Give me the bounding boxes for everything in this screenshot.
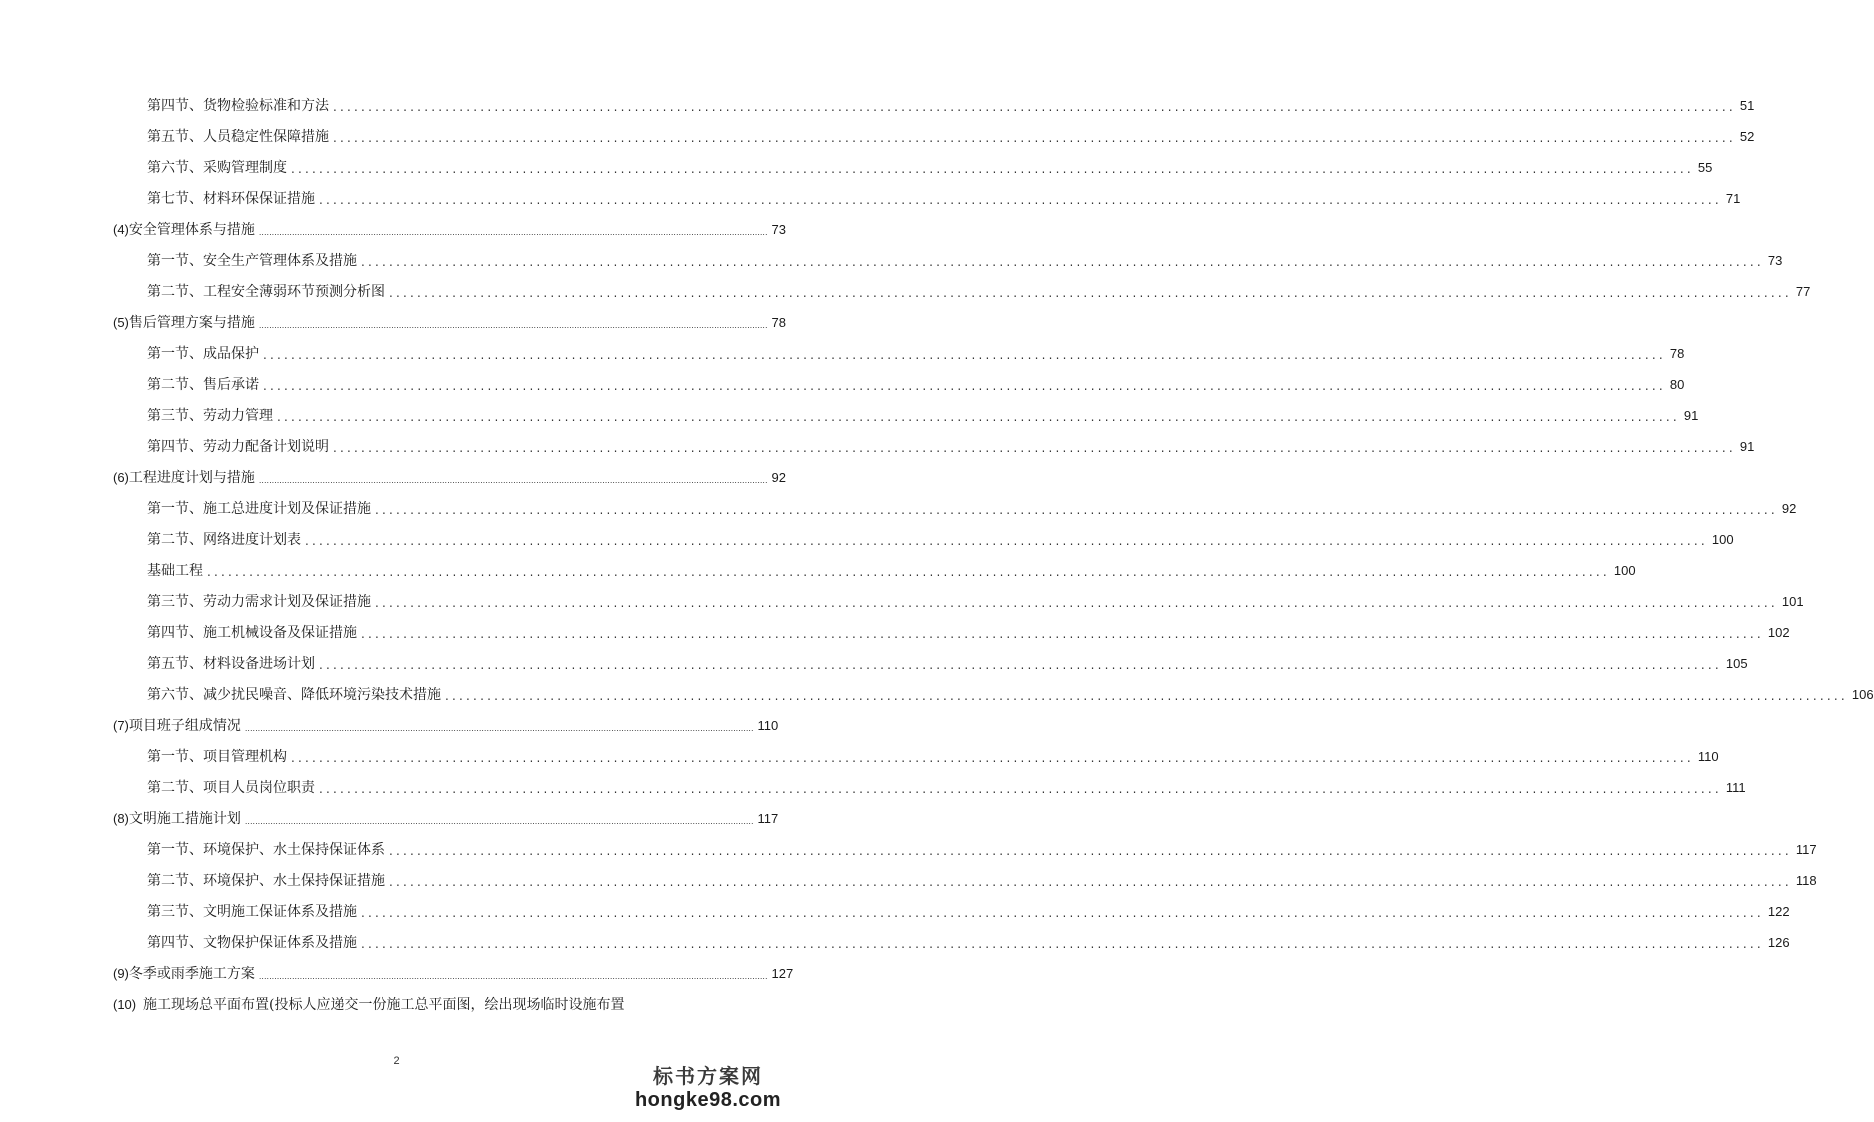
- toc-leader-dots: ........................................................................................................................................................................................................: [244, 724, 754, 733]
- toc-page-number: 122: [1767, 904, 1790, 919]
- toc-section-row[interactable]: [0, 775, 1746, 797]
- toc-page-number: 111: [1725, 780, 1746, 795]
- toc-section-row[interactable]: [0, 372, 1685, 394]
- toc-page-number: 80: [1669, 377, 1685, 392]
- toc-title: 第五节、材料设备进场计划: [147, 656, 315, 672]
- toc-title: 工程进度计划与措施: [128, 470, 255, 486]
- toc-page-number: 100: [1613, 563, 1636, 578]
- toc-leader-dots: ........................................................................................................................................................................................................: [258, 228, 768, 237]
- toc-section-row[interactable]: [0, 744, 1719, 766]
- toc-title: 第四节、劳动力配备计划说明: [147, 439, 329, 455]
- toc-page-number: 102: [1767, 625, 1790, 640]
- toc-title: 安全管理体系与措施: [128, 222, 255, 238]
- toc-leader-dots: ........................................................................................................................................................................................................: [375, 596, 1778, 610]
- toc-chapter-row[interactable]: [0, 961, 794, 983]
- toc-title: 第四节、文物保护保证体系及措施: [147, 935, 357, 951]
- toc-page-number: 91: [1683, 408, 1699, 423]
- toc-chapter-row[interactable]: [0, 217, 786, 239]
- toc-page-number: 51: [1739, 98, 1755, 113]
- toc-page-number: 91: [1739, 439, 1755, 454]
- page-number: 2: [393, 1055, 400, 1067]
- toc-leader-dots: ........................................................................................................................................................................................................: [258, 476, 768, 485]
- toc-page-number: 73: [771, 222, 786, 237]
- toc-page-number: 110: [757, 718, 779, 733]
- toc-number: (10): [113, 996, 143, 1014]
- toc-title: 第二节、工程安全薄弱环节预测分析图: [147, 284, 385, 300]
- toc-leader-dots: ........................................................................................................................................................................................................: [375, 503, 1778, 517]
- toc-section-row[interactable]: [0, 589, 1804, 611]
- toc-leader-dots: ........................................................................................................................................................................................................: [333, 131, 1736, 145]
- toc-section-row[interactable]: [0, 403, 1699, 425]
- toc-title: 第一节、安全生产管理体系及措施: [147, 253, 357, 269]
- toc-section-row[interactable]: [0, 93, 1755, 115]
- toc-page-number: 71: [1725, 191, 1741, 206]
- toc-page-number: 78: [1669, 346, 1685, 361]
- toc-leader-dots: ........................................................................................................................................................................................................: [244, 817, 754, 826]
- toc-page-number: 78: [771, 315, 786, 330]
- toc-leader-dots: ........................................................................................................................................................................................................: [258, 321, 768, 330]
- toc-page-number: 106: [1851, 687, 1874, 702]
- toc-leader-dots: ........................................................................................................................................................................................................: [361, 627, 1764, 641]
- toc-section-row[interactable]: [0, 279, 1811, 301]
- toc-title: 第七节、材料环保保证措施: [147, 191, 315, 207]
- watermark: [633, 1060, 783, 1112]
- toc-page-number: 100: [1711, 532, 1734, 547]
- toc-title: 第四节、施工机械设备及保证措施: [147, 625, 357, 641]
- toc-title: 第二节、网络进度计划表: [147, 532, 301, 548]
- toc-chapter-row[interactable]: [0, 806, 779, 828]
- toc-number: (5): [113, 315, 129, 330]
- toc-title: 施工现场总平面布置(投标人应递交一份施工总平面图，绘出现场临时设施布置: [143, 997, 625, 1013]
- toc-title: 第二节、项目人员岗位职责: [147, 780, 315, 796]
- toc-leader-dots: ........................................................................................................................................................................................................: [207, 565, 1610, 579]
- toc-leader-dots: ........................................................................................................................................................................................................: [389, 844, 1792, 858]
- toc-number: (8): [113, 811, 129, 826]
- toc-title: 第三节、劳动力需求计划及保证措施: [147, 594, 371, 610]
- toc-page-number: 126: [1767, 935, 1790, 950]
- toc-title: 售后管理方案与措施: [128, 315, 255, 331]
- toc-title: 第三节、文明施工保证体系及措施: [147, 904, 357, 920]
- toc-page-number: 92: [771, 470, 786, 485]
- toc-page-number: 92: [1781, 501, 1797, 516]
- toc-leader-dots: ........................................................................................................................................................................................................: [361, 255, 1764, 269]
- toc-chapter-row[interactable]: [0, 992, 701, 1014]
- toc-page-number: 101: [1781, 594, 1804, 609]
- toc-leader-dots: ........................................................................................................................................................................................................: [361, 906, 1764, 920]
- toc-leader-dots: ........................................................................................................................................................................................................: [361, 937, 1764, 951]
- toc-page-number: 73: [1767, 253, 1783, 268]
- toc-leader-dots: ........................................................................................................................................................................................................: [263, 348, 1666, 362]
- toc-page-number: 105: [1725, 656, 1748, 671]
- toc-number: (4): [113, 222, 129, 237]
- toc-title: 第一节、项目管理机构: [147, 749, 287, 765]
- toc-title: 第六节、采购管理制度: [147, 160, 287, 176]
- toc-leader-dots: ........................................................................................................................................................................................................: [258, 972, 768, 981]
- toc-leader-dots: ........................................................................................................................................................................................................: [277, 410, 1680, 424]
- toc-leader-dots: ........................................................................................................................................................................................................: [333, 441, 1736, 455]
- toc-page-number: 77: [1795, 284, 1811, 299]
- toc-title: 第一节、成品保护: [147, 346, 259, 362]
- toc-number: (6): [113, 470, 129, 485]
- toc-page-number: 110: [1697, 749, 1719, 764]
- toc-section-row[interactable]: [0, 682, 1874, 704]
- toc-section-row[interactable]: [0, 930, 1790, 952]
- toc-page-number: 52: [1739, 129, 1755, 144]
- toc-title: 第五节、人员稳定性保障措施: [147, 129, 329, 145]
- toc-leader-dots: ........................................................................................................................................................................................................: [445, 689, 1848, 703]
- toc-number: (7): [113, 718, 129, 733]
- toc-section-row[interactable]: [0, 155, 1713, 177]
- toc-leader-dots: ........................................................................................................................................................................................................: [389, 286, 1792, 300]
- toc-leader-dots: ........................................................................................................................................................................................................: [333, 100, 1736, 114]
- toc-title: 第六节、减少扰民噪音、降低环境污染技术措施: [147, 687, 441, 703]
- toc-page-number: 55: [1697, 160, 1713, 175]
- toc-leader-dots: ........................................................................................................................................................................................................: [291, 162, 1694, 176]
- toc-section-row[interactable]: [0, 527, 1734, 549]
- toc-title: 第二节、环境保护、水土保持保证措施: [147, 873, 385, 889]
- watermark-cn: 标书方案网: [653, 1064, 763, 1088]
- toc-page-number: 117: [1795, 842, 1817, 857]
- toc-title: 文明施工措施计划: [128, 811, 241, 827]
- toc-leader-dots: ........................................................................................................................................................................................................: [305, 534, 1708, 548]
- toc-page-number: 117: [757, 811, 779, 826]
- toc-chapter-row[interactable]: [0, 310, 786, 332]
- toc-section-row[interactable]: [0, 620, 1790, 642]
- toc-page-number: 118: [1795, 873, 1817, 888]
- toc-section-row[interactable]: [0, 248, 1783, 270]
- toc-chapter-row[interactable]: [0, 713, 779, 735]
- toc-title: 冬季或雨季施工方案: [128, 966, 255, 982]
- toc-section-row[interactable]: [0, 341, 1685, 363]
- toc-title: 第四节、货物检验标准和方法: [147, 98, 329, 114]
- toc-leader-dots: ........................................................................................................................................................................................................: [319, 658, 1722, 672]
- toc-section-row[interactable]: [0, 899, 1790, 921]
- toc-title: 第一节、施工总进度计划及保证措施: [147, 501, 371, 517]
- toc-leader-dots: ........................................................................................................................................................................................................: [291, 751, 1694, 765]
- toc-section-row[interactable]: [0, 868, 1817, 890]
- toc-title: 项目班子组成情况: [128, 718, 241, 734]
- toc-title: 第二节、售后承诺: [147, 377, 259, 393]
- toc-section-row[interactable]: [0, 496, 1797, 518]
- toc-title: 第一节、环境保护、水土保持保证体系: [147, 842, 385, 858]
- toc-number: (9): [113, 966, 129, 981]
- toc-page-number: 127: [771, 966, 794, 981]
- toc-section-row[interactable]: [0, 837, 1817, 859]
- toc-leader-dots: ........................................................................................................................................................................................................: [263, 379, 1666, 393]
- watermark-url: hongke98.com: [634, 1089, 782, 1111]
- toc-section-row[interactable]: [0, 186, 1741, 208]
- toc-section-row[interactable]: [0, 434, 1755, 456]
- toc-title: 第三节、劳动力管理: [147, 408, 273, 424]
- toc-chapter-row[interactable]: [0, 465, 786, 487]
- toc-section-row[interactable]: [0, 124, 1755, 146]
- toc-leader-dots: ........................................................................................................................................................................................................: [389, 875, 1792, 889]
- toc-leader-dots: ........................................................................................................................................................................................................: [319, 193, 1722, 207]
- toc-title: 基础工程: [147, 563, 203, 579]
- toc-section-row[interactable]: [0, 651, 1748, 673]
- toc-leader-dots: ........................................................................................................................................................................................................: [319, 782, 1722, 796]
- toc-section-row[interactable]: [0, 558, 1636, 580]
